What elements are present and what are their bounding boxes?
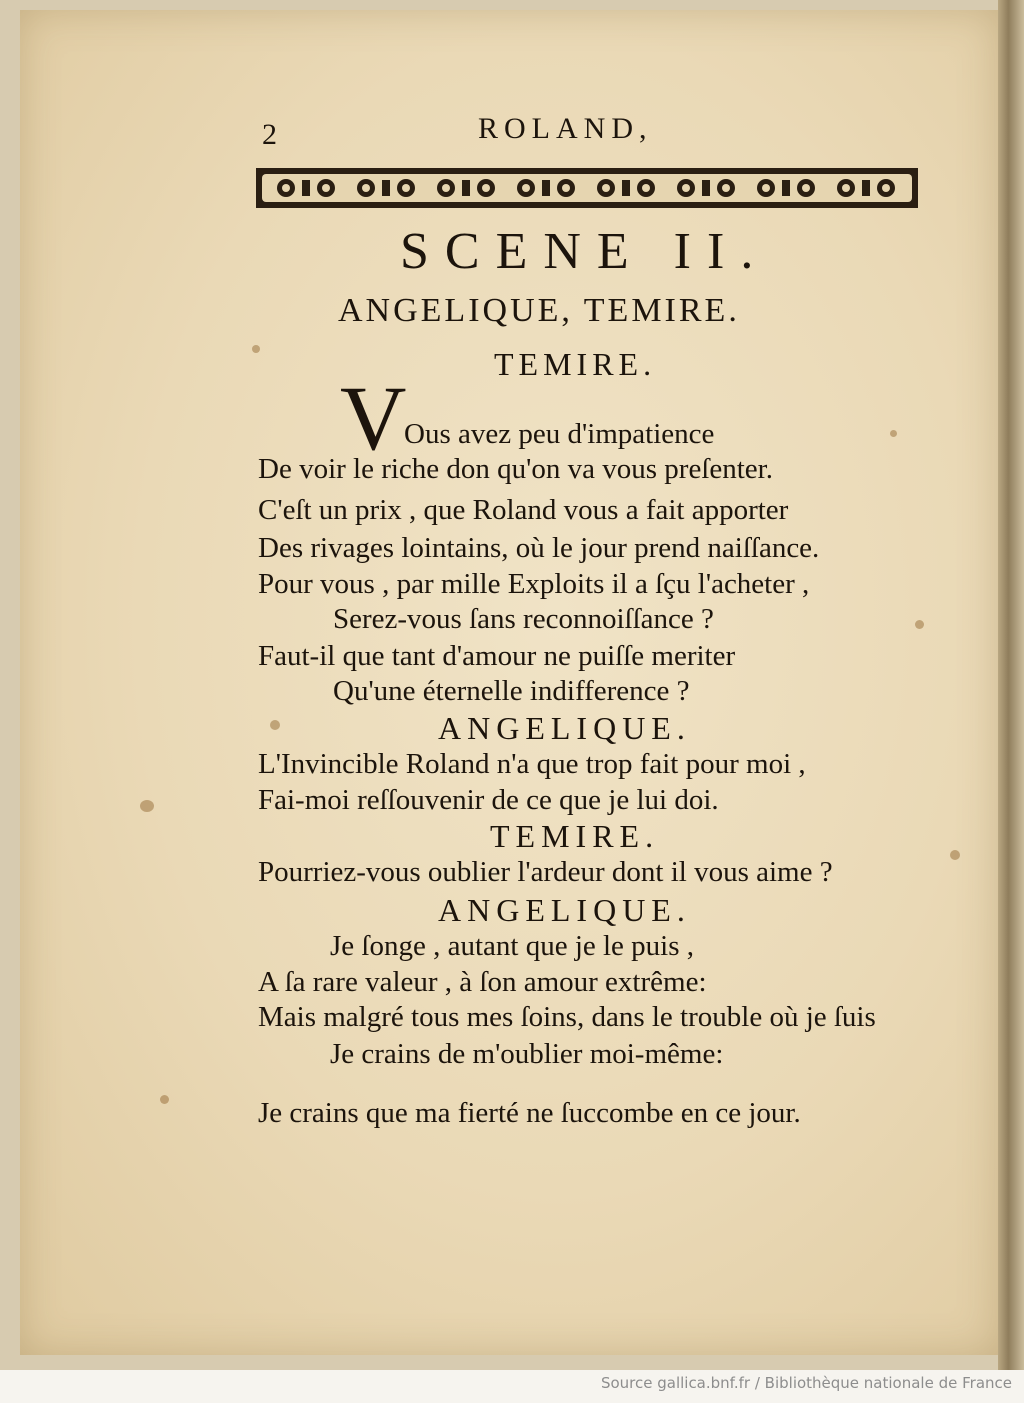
verse-line: Fai-moi reſſouvenir de ce que je lui doi. (258, 784, 719, 816)
verse-line: Je crains de m'oublier moi-même: (330, 1038, 724, 1070)
verse-line: A ſa rare valeur , à ſon amour extrême: (258, 966, 707, 998)
page-number: 2 (262, 118, 277, 151)
source-footer: Source gallica.bnf.fr / Bibliothèque nationale de France (600, 1374, 1012, 1392)
verse-line: Pourriez-vous oublier l'ardeur dont il vous aime ? (258, 856, 833, 888)
foxing-spot (140, 800, 154, 812)
foxing-spot (915, 620, 924, 629)
speaker-name: ANGELIQUE. (438, 892, 691, 928)
decorative-band-ornament (256, 166, 918, 210)
verse-line: Je ſonge , autant que je le puis , (330, 930, 695, 962)
foxing-spot (890, 430, 897, 437)
foxing-spot (270, 720, 280, 730)
verse-line: Des rivages lointains, où le jour prend naiſſance. (258, 532, 820, 564)
speaker-name: TEMIRE. (494, 346, 657, 382)
verse-line: Serez-vous ſans reconnoiſſance ? (333, 603, 714, 635)
verse-line: L'Invincible Roland n'a que trop fait pour moi , (258, 748, 806, 780)
verse-line: Qu'une éternelle indifference ? (333, 675, 690, 707)
foxing-spot (950, 850, 960, 860)
foxing-spot (160, 1095, 169, 1104)
verse-line: De voir le riche don qu'on va vous preſenter. (258, 453, 773, 485)
verse-line: Faut-il que tant d'amour ne puiſſe meriter (258, 640, 736, 672)
verse-line: Je crains que ma fierté ne ſuccombe en ce jour. (258, 1097, 801, 1129)
speaker-name: TEMIRE. (490, 818, 660, 854)
running-head: ROLAND, (478, 112, 653, 145)
scene-title: SCENE II. (400, 223, 770, 280)
verse-line: Ous avez peu d'impatience (404, 418, 715, 450)
verse-line: Pour vous , par mille Exploits il a ſçu l'acheter , (258, 568, 810, 600)
speaker-name: ANGELIQUE. (438, 710, 691, 746)
verse-line: C'eſt un prix , que Roland vous a fait apporter (258, 494, 789, 526)
page-gutter (998, 0, 1024, 1370)
drop-cap: V (340, 367, 407, 469)
scene-characters: ANGELIQUE, TEMIRE. (338, 292, 740, 329)
foxing-spot (252, 345, 260, 353)
verse-line: Mais malgré tous mes ſoins, dans le trouble où je ſuis (258, 1001, 876, 1033)
